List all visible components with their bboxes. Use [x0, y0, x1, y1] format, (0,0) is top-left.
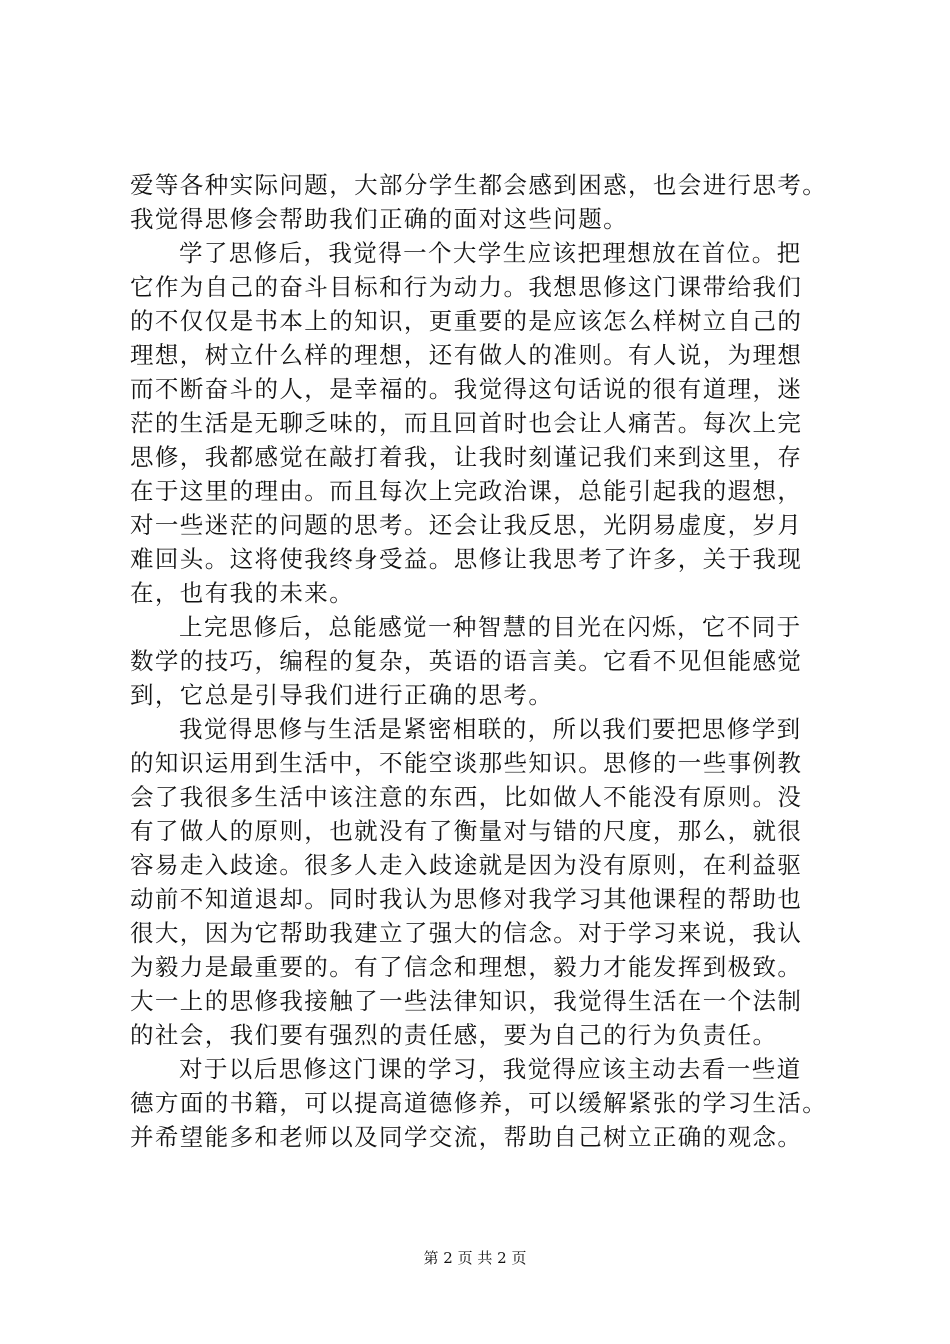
- text-line: 的不仅仅是书本上的知识，更重要的是应该怎么样树立自己的: [130, 307, 803, 335]
- text-line: 会了我很多生活中该注意的东西，比如做人不能没有原则。没: [130, 783, 803, 811]
- text-line: 爱等各种实际问题，大部分学生都会感到困惑，也会进行思考。: [130, 171, 828, 199]
- text-line: 对一些迷茫的问题的思考。还会让我反思，光阴易虚度，岁月: [130, 511, 803, 539]
- document-body: [130, 168, 850, 1154]
- paragraph-start-line: 对于以后思修这门课的学习，我觉得应该主动去看一些道: [179, 1055, 802, 1083]
- text-line: 难回头。这将使我终身受益。思修让我思考了许多，关于我现: [130, 545, 803, 573]
- paragraph-start-line: 学了思修后，我觉得一个大学生应该把理想放在首位。把: [179, 239, 802, 267]
- text-line: 数学的技巧，编程的复杂，英语的语言美。它看不见但能感觉: [130, 647, 803, 675]
- text-line: 在，也有我的未来。: [130, 579, 355, 607]
- text-line: 并希望能多和老师以及同学交流，帮助自己树立正确的观念。: [130, 1123, 803, 1151]
- text-line: 大一上的思修我接触了一些法律知识，我觉得生活在一个法制: [130, 987, 803, 1015]
- text-line: 而不断奋斗的人，是幸福的。我觉得这句话说的很有道理，迷: [130, 375, 803, 403]
- text-line: 为毅力是最重要的。有了信念和理想，毅力才能发挥到极致。: [130, 953, 803, 981]
- text-line: 动前不知道退却。同时我认为思修对我学习其他课程的帮助也: [130, 885, 803, 913]
- text-line: 理想，树立什么样的理想，还有做人的准则。有人说，为理想: [130, 341, 803, 369]
- text-line: 茫的生活是无聊乏味的，而且回首时也会让人痛苦。每次上完: [130, 409, 803, 437]
- text-line: 的知识运用到生活中，不能空谈那些知识。思修的一些事例教: [130, 749, 803, 777]
- text-line: 德方面的书籍，可以提高道德修养，可以缓解紧张的学习生活。: [130, 1089, 828, 1117]
- page-footer: [0, 1247, 950, 1268]
- page-number-label: 第 2 页 共 2 页: [423, 1249, 527, 1267]
- text-line: 有了做人的原则，也就没有了衡量对与错的尺度，那么，就很: [130, 817, 803, 845]
- text-line: 容易走入歧途。很多人走入歧途就是因为没有原则，在利益驱: [130, 851, 803, 879]
- text-line: 我觉得思修会帮助我们正确的面对这些问题。: [130, 205, 628, 233]
- text-line: 它作为自己的奋斗目标和行为动力。我想思修这门课带给我们: [130, 273, 803, 301]
- text-line: 到，它总是引导我们进行正确的思考。: [130, 681, 554, 709]
- text-line: 思修，我都感觉在敲打着我，让我时刻谨记我们来到这里，存: [130, 443, 803, 471]
- text-line: 很大，因为它帮助我建立了强大的信念。对于学习来说，我认: [130, 919, 803, 947]
- paragraph-start-line: 我觉得思修与生活是紧密相联的，所以我们要把思修学到: [179, 715, 802, 743]
- text-line: 在于这里的理由。而且每次上完政治课，总能引起我的遐想，: [130, 477, 803, 505]
- text-line: 的社会，我们要有强烈的责任感，要为自己的行为负责任。: [130, 1021, 778, 1049]
- paragraph-start-line: 上完思修后，总能感觉一种智慧的目光在闪烁，它不同于: [179, 613, 802, 641]
